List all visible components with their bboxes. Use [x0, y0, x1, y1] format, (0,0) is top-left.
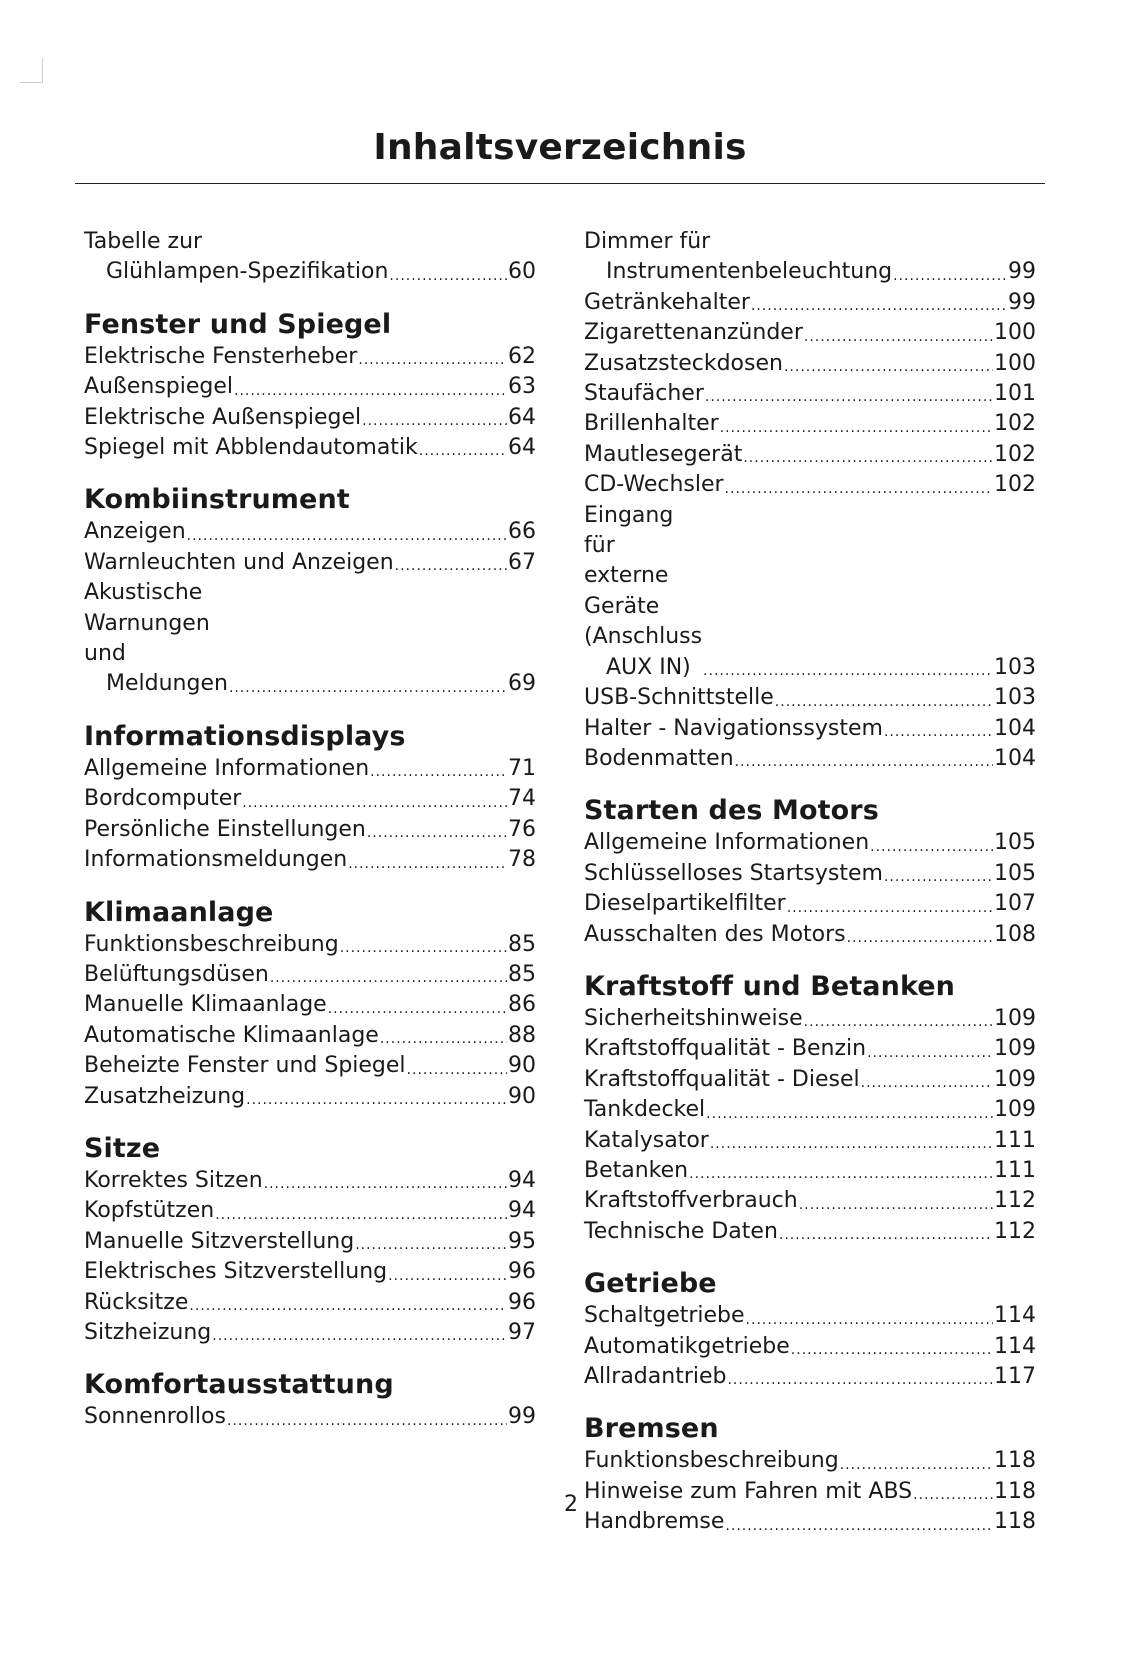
toc-entry-page: 101 — [994, 381, 1036, 407]
page-title: Inhaltsverzeichnis — [373, 127, 747, 168]
dot-leader — [189, 1294, 507, 1318]
toc-entry-title: Mautlesegerät — [584, 441, 743, 467]
toc-entry[interactable] — [84, 1082, 536, 1112]
toc-entry[interactable] — [584, 501, 1036, 683]
toc-entry-title: Beheizte Fenster und Spiegel — [84, 1053, 406, 1079]
toc-entry[interactable] — [84, 1227, 536, 1257]
toc-entry[interactable] — [584, 440, 1036, 470]
toc-entry[interactable] — [84, 990, 536, 1020]
toc-entry-page: 85 — [508, 961, 536, 987]
toc-entry-title: Warnleuchten und Anzeigen — [84, 549, 394, 575]
toc-entry[interactable] — [584, 889, 1036, 919]
toc-entry-title: Korrektes Sitzen — [84, 1167, 263, 1193]
dot-leader — [395, 554, 507, 578]
toc-entry-title: Elektrische Außenspiegel — [84, 404, 362, 430]
toc-entry-title: Spiegel mit Abblendautomatik — [84, 435, 418, 461]
toc-entry-title: Handbremse — [584, 1509, 725, 1535]
toc-entry-title: Informationsmeldungen — [84, 847, 348, 873]
dot-leader — [787, 896, 993, 920]
toc-entry-title: Katalysator — [584, 1127, 709, 1153]
toc-entry-title: CD-Wechsler — [584, 472, 724, 498]
dot-leader — [187, 524, 507, 548]
page-number: 2 — [564, 1492, 578, 1517]
dot-leader — [340, 936, 507, 960]
toc-entry[interactable] — [84, 1288, 536, 1318]
dot-leader — [389, 264, 507, 288]
toc-entry-title-continuation: Instrumentenbeleuchtung — [606, 259, 893, 285]
toc-entry[interactable] — [584, 714, 1036, 744]
toc-entry-title: Tankdeckel — [584, 1097, 706, 1123]
toc-entry-title: Persönliche Einstellungen — [84, 816, 366, 842]
dot-leader — [884, 865, 993, 889]
toc-entry-page: 100 — [994, 320, 1036, 346]
toc-entry-page: 99 — [1008, 289, 1036, 315]
toc-entry-title: Belüftungsdüsen — [84, 961, 269, 987]
section-heading[interactable]: Bremsen — [584, 1413, 719, 1445]
dot-leader — [725, 477, 993, 501]
toc-entry[interactable] — [84, 1257, 536, 1287]
toc-entry[interactable] — [84, 548, 536, 578]
toc-entry-page: 96 — [508, 1289, 536, 1315]
dot-leader — [242, 791, 507, 815]
toc-entry-title: Schaltgetriebe — [584, 1303, 745, 1329]
dot-leader — [861, 1071, 993, 1095]
toc-entry-page: 60 — [508, 259, 536, 285]
toc-entry-page: 64 — [508, 404, 536, 430]
toc-entry[interactable] — [584, 1332, 1036, 1362]
dot-leader — [779, 1223, 993, 1247]
toc-entry[interactable] — [584, 683, 1036, 713]
dot-leader — [227, 1409, 507, 1433]
toc-entry[interactable] — [84, 1166, 536, 1196]
dot-leader — [689, 1162, 993, 1186]
toc-entry-page: 99 — [508, 1404, 536, 1430]
dot-leader — [264, 1172, 507, 1196]
dot-leader — [380, 1027, 507, 1051]
toc-section — [84, 720, 536, 876]
dot-leader — [775, 690, 993, 714]
toc-entry[interactable] — [584, 379, 1036, 409]
toc-entry[interactable] — [584, 409, 1036, 439]
toc-intro-group — [584, 227, 1036, 774]
dot-leader — [840, 1453, 993, 1477]
toc-entry-page: 103 — [994, 685, 1036, 711]
toc-entry[interactable] — [584, 1362, 1036, 1392]
toc-entry-title: Staufächer — [584, 381, 704, 407]
toc-entry-page: 95 — [508, 1228, 536, 1254]
toc-entry-page: 69 — [508, 671, 536, 697]
toc-entry[interactable] — [584, 1186, 1036, 1216]
dot-leader — [706, 1102, 993, 1126]
title-divider — [75, 183, 1045, 184]
toc-entry-page: 109 — [994, 1036, 1036, 1062]
toc-entry-page: 108 — [994, 921, 1036, 947]
toc-intro-group — [84, 227, 536, 288]
toc-entry-page: 118 — [994, 1478, 1036, 1504]
toc-entry-title: Sitzheizung — [84, 1319, 212, 1345]
toc-entry[interactable] — [584, 1156, 1036, 1186]
toc-entry-page: 94 — [508, 1167, 536, 1193]
dot-leader — [735, 750, 993, 774]
dot-leader — [234, 379, 507, 403]
toc-entry-title — [584, 501, 702, 683]
dot-leader — [746, 1308, 993, 1332]
toc-entry-page: 102 — [994, 441, 1036, 467]
dot-leader — [743, 446, 993, 470]
dot-leader — [215, 1203, 507, 1227]
section-heading[interactable]: Komfortausstattung — [84, 1369, 394, 1401]
toc-entry-title: Bordcomputer — [84, 786, 242, 812]
toc-entry-title-line: Eingang für externe Geräte (Anschluss — [584, 502, 703, 650]
toc-entry[interactable] — [84, 815, 536, 845]
toc-entry-page: 109 — [994, 1066, 1036, 1092]
toc-entry[interactable] — [84, 517, 536, 547]
toc-entry-page: 74 — [508, 786, 536, 812]
toc-entry-title: Zusatzheizung — [84, 1083, 246, 1109]
toc-entry-page: 99 — [1008, 259, 1036, 285]
toc-entry[interactable] — [584, 744, 1036, 774]
toc-entry-title: Sonnenrollos — [84, 1404, 226, 1430]
dot-leader — [710, 1132, 993, 1156]
toc-entry-title: Rücksitze — [84, 1289, 189, 1315]
dot-leader — [893, 264, 1007, 288]
toc-entry-title: Kraftstoffqualität - Benzin — [584, 1036, 867, 1062]
section-heading[interactable]: Starten des Motors — [584, 795, 879, 827]
toc-entry-title — [84, 578, 228, 700]
toc-entry[interactable] — [84, 1402, 536, 1432]
toc-entry-page: 105 — [994, 830, 1036, 856]
dot-leader — [725, 1514, 993, 1538]
dot-leader — [705, 385, 993, 409]
dot-leader — [212, 1324, 507, 1348]
dot-leader — [348, 852, 507, 876]
toc-entry-title-line: Akustische Warnungen und — [84, 580, 210, 667]
toc-entry[interactable] — [84, 1051, 536, 1081]
section-heading[interactable]: Sitze — [84, 1132, 161, 1164]
dot-leader — [358, 348, 507, 372]
toc-entry[interactable] — [84, 960, 536, 990]
toc-entry-title: Sicherheitshinweise — [584, 1005, 803, 1031]
toc-entry-page: 109 — [994, 1097, 1036, 1123]
toc-entry[interactable] — [84, 1318, 536, 1348]
toc-entry-page: 111 — [994, 1127, 1036, 1153]
toc-entry[interactable] — [84, 372, 536, 402]
toc-entry[interactable] — [84, 578, 536, 700]
dot-leader — [847, 926, 993, 950]
dot-leader — [784, 355, 993, 379]
dot-leader — [229, 676, 507, 700]
toc-entry[interactable] — [84, 433, 536, 463]
dot-leader — [407, 1058, 507, 1082]
toc-entry-title: Getränkehalter — [584, 289, 750, 315]
toc-entry-page: 114 — [994, 1333, 1036, 1359]
toc-entry-page: 94 — [508, 1198, 536, 1224]
section-heading[interactable]: Getriebe — [584, 1268, 717, 1300]
toc-entry[interactable] — [584, 1126, 1036, 1156]
toc-entry-page: 114 — [994, 1303, 1036, 1329]
dot-leader — [884, 720, 993, 744]
toc-entry-title: Halter - Navigationssystem — [584, 715, 883, 741]
toc-entry-title: Allgemeine Informationen — [584, 830, 870, 856]
toc-entry-page: 86 — [508, 992, 536, 1018]
toc-section — [84, 1132, 536, 1348]
toc-entry[interactable] — [84, 784, 536, 814]
toc-entry-page: 71 — [508, 755, 536, 781]
dot-leader — [799, 1193, 993, 1217]
toc-entry-page: 107 — [994, 891, 1036, 917]
dot-leader — [720, 416, 993, 440]
toc-entry-page: 118 — [994, 1448, 1036, 1474]
toc-entry-page: 88 — [508, 1022, 536, 1048]
toc-right-column — [584, 227, 1036, 1558]
toc-entry-page: 90 — [508, 1053, 536, 1079]
dot-leader — [370, 760, 507, 784]
dot-leader — [870, 835, 993, 859]
toc-entry-page: 78 — [508, 847, 536, 873]
toc-entry[interactable] — [584, 349, 1036, 379]
toc-entry[interactable] — [584, 288, 1036, 318]
toc-entry-title: Manuelle Sitzverstellung — [84, 1228, 355, 1254]
toc-entry[interactable] — [84, 342, 536, 372]
toc-entry-page: 97 — [508, 1319, 536, 1345]
toc-entry-title: Elektrisches Sitzverstellung — [84, 1259, 388, 1285]
toc-entry[interactable] — [584, 920, 1036, 950]
toc-entry[interactable] — [584, 1095, 1036, 1125]
toc-entry-page: 67 — [508, 549, 536, 575]
toc-entry-title: USB-Schnittstelle — [584, 685, 774, 711]
toc-entry-title-continuation: Meldungen — [106, 671, 228, 697]
toc-section — [84, 1368, 536, 1432]
dot-leader — [867, 1041, 993, 1065]
dot-leader — [419, 439, 507, 463]
toc-section — [84, 308, 536, 464]
toc-entry-page: 112 — [994, 1188, 1036, 1214]
dot-leader — [270, 966, 507, 990]
toc-section — [584, 1412, 1036, 1537]
section-heading[interactable]: Informationsdisplays — [84, 720, 406, 752]
toc-entry-page: 112 — [994, 1218, 1036, 1244]
toc-entry-title: Hinweise zum Fahren mit ABS — [584, 1478, 913, 1504]
toc-entry-page: 117 — [994, 1364, 1036, 1389]
toc-entry-title: Funktionsbeschreibung — [584, 1448, 839, 1474]
section-heading[interactable]: Fenster und Spiegel — [84, 308, 392, 340]
toc-entry-title: Bodenmatten — [584, 745, 734, 771]
toc-entry-title: Technische Daten — [584, 1218, 778, 1244]
section-heading[interactable]: Kraftstoff und Betanken — [584, 970, 956, 1002]
toc-entry-title-continuation: Glühlampen-Spezifikation — [106, 259, 389, 285]
toc-entry-title: Ausschalten des Motors — [584, 921, 846, 947]
toc-left-column — [84, 227, 536, 1453]
toc-entry-page: 66 — [508, 519, 536, 545]
dot-leader — [362, 409, 507, 433]
toc-entry-title: Kopfstützen — [84, 1198, 215, 1224]
dot-leader — [804, 325, 993, 349]
toc-entry-title: Schlüsselloses Startsystem — [584, 860, 883, 886]
crop-mark — [20, 58, 43, 83]
toc-entry[interactable] — [584, 828, 1036, 858]
toc-entry[interactable] — [584, 227, 1036, 288]
toc-entry-title-line: Tabelle zur — [84, 229, 203, 254]
toc-entry-title: Brillenhalter — [584, 411, 719, 437]
toc-entry-page: 102 — [994, 472, 1036, 498]
toc-section — [84, 896, 536, 1112]
toc-entry-page: 90 — [508, 1083, 536, 1109]
dot-leader — [328, 997, 507, 1021]
toc-entry-title: Manuelle Klimaanlage — [84, 992, 327, 1018]
section-heading[interactable]: Kombiinstrument — [84, 484, 350, 516]
toc-entry-page: 118 — [994, 1509, 1036, 1535]
toc-entry-page: 64 — [508, 435, 536, 461]
toc-entry-page: 109 — [994, 1005, 1036, 1031]
toc-entry-page: 96 — [508, 1259, 536, 1285]
dot-leader — [727, 1368, 993, 1392]
toc-section — [84, 483, 536, 699]
toc-entry[interactable] — [584, 1217, 1036, 1247]
toc-entry-title: Betanken — [584, 1157, 689, 1183]
toc-entry-title: Dieselpartikelfilter — [584, 891, 786, 917]
toc-entry-title: Kraftstoffverbrauch — [584, 1188, 798, 1214]
toc-entry-title-continuation: AUX IN) — [606, 654, 691, 680]
toc-entry[interactable] — [584, 1301, 1036, 1331]
toc-entry[interactable] — [84, 1021, 536, 1051]
toc-entry-title: Allradantrieb — [584, 1364, 727, 1389]
toc-section — [584, 970, 1036, 1247]
dot-leader — [703, 659, 993, 683]
toc-entry[interactable] — [84, 1196, 536, 1226]
toc-entry-title: Automatische Klimaanlage — [84, 1022, 379, 1048]
dot-leader — [791, 1338, 993, 1362]
toc-entry[interactable] — [84, 845, 536, 875]
toc-entry-title: Allgemeine Informationen — [84, 755, 370, 781]
dot-leader — [388, 1264, 507, 1288]
toc-entry-title — [84, 227, 388, 288]
toc-entry-page: 100 — [994, 350, 1036, 376]
toc-entry-page: 111 — [994, 1157, 1036, 1183]
toc-entry-title: Kraftstoffqualität - Diesel — [584, 1066, 860, 1092]
toc-entry-title: Anzeigen — [84, 519, 186, 545]
toc-entry-title-line: Dimmer für — [584, 229, 711, 254]
dot-leader — [804, 1010, 993, 1034]
toc-entry[interactable] — [584, 1004, 1036, 1034]
toc-entry-page: 102 — [994, 411, 1036, 437]
toc-entry-page: 104 — [994, 715, 1036, 741]
dot-leader — [246, 1088, 507, 1112]
toc-entry[interactable] — [84, 930, 536, 960]
toc-entry-title: Außenspiegel — [84, 374, 234, 400]
toc-entry[interactable] — [584, 470, 1036, 500]
toc-section — [584, 1267, 1036, 1392]
toc-entry-title — [584, 227, 892, 288]
toc-section — [584, 794, 1036, 950]
toc-entry-page: 105 — [994, 860, 1036, 886]
toc-entry[interactable] — [84, 227, 536, 288]
toc-entry[interactable] — [584, 318, 1036, 348]
toc-entry[interactable] — [584, 1034, 1036, 1064]
toc-entry-page: 63 — [508, 374, 536, 400]
toc-entry-page: 62 — [508, 343, 536, 369]
dot-leader — [355, 1233, 507, 1257]
toc-entry-page: 103 — [994, 654, 1036, 680]
toc-entry[interactable] — [584, 859, 1036, 889]
toc-entry-page: 104 — [994, 745, 1036, 771]
toc-entry-title: Zusatzsteckdosen — [584, 350, 783, 376]
toc-entry-title: Zigarettenanzünder — [584, 320, 803, 346]
dot-leader — [367, 821, 507, 845]
toc-entry-page: 85 — [508, 931, 536, 957]
toc-entry[interactable] — [84, 403, 536, 433]
toc-entry-title: Funktionsbeschreibung — [84, 931, 339, 957]
toc-entry[interactable] — [584, 1446, 1036, 1476]
toc-entry-page: 76 — [508, 816, 536, 842]
toc-entry[interactable] — [584, 1065, 1036, 1095]
dot-leader — [751, 294, 1007, 318]
toc-entry-title: Elektrische Fensterheber — [84, 343, 358, 369]
toc-entry[interactable] — [84, 754, 536, 784]
section-heading[interactable]: Klimaanlage — [84, 896, 274, 928]
toc-entry-title: Automatikgetriebe — [584, 1333, 790, 1359]
